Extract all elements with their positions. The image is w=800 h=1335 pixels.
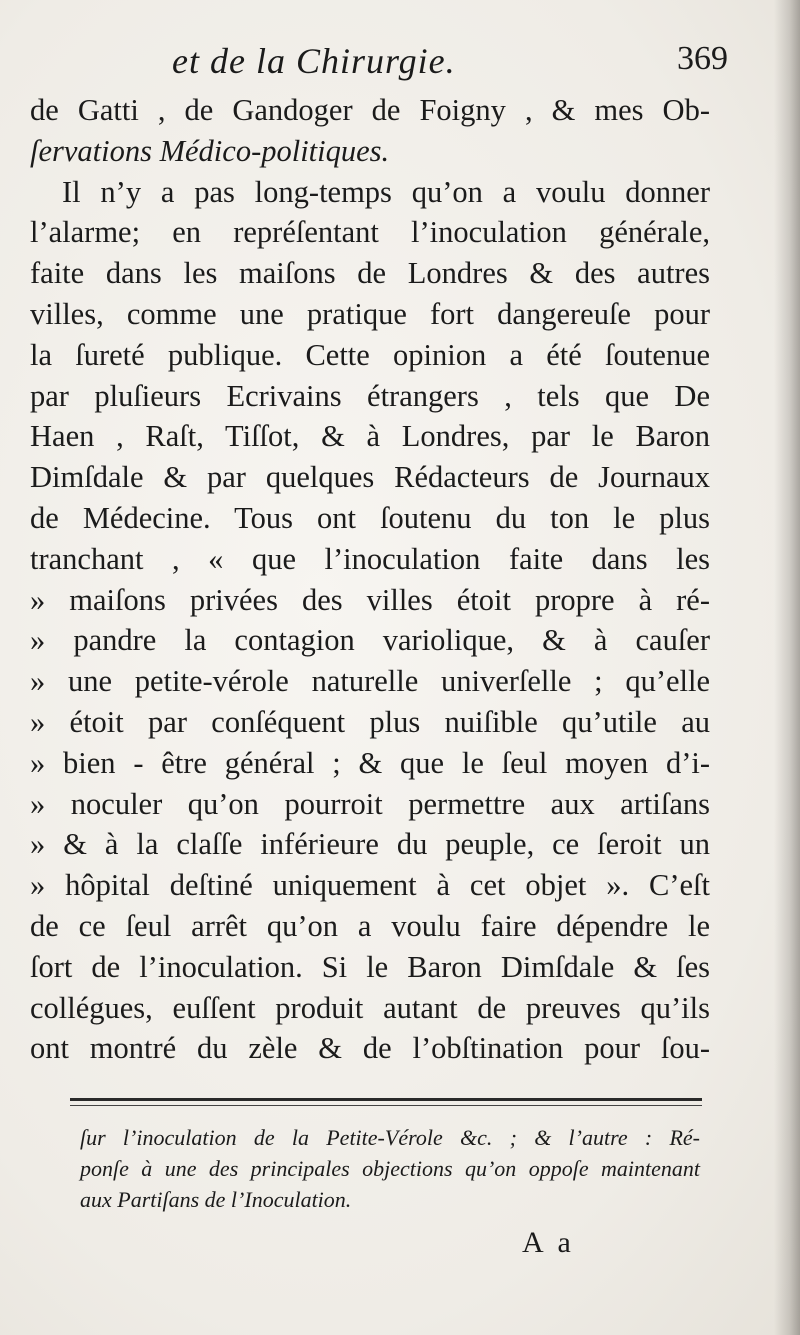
- body-line: Il n’y a pas long-temps qu’on a voulu donner: [62, 174, 710, 209]
- body-line: faite dans les maiſons de Londres & des autres: [30, 256, 710, 291]
- body-line: » maiſons privées des villes étoit propre à ré-: [30, 582, 710, 617]
- body-line: ſervations Médico-politiques.: [30, 133, 390, 168]
- body-line: ſort de l’inoculation. Si le Baron Dimſdale & ſes: [30, 949, 710, 984]
- body-line: » étoit par conſéquent plus nuiſible qu’utile au: [30, 704, 710, 739]
- body-line: » hôpital deſtiné uniquement à cet objet ». C’eſt: [30, 868, 710, 903]
- body-line: l’alarme; en repréſentant l’inoculation générale,: [30, 215, 710, 250]
- body-text: [30, 90, 710, 1069]
- body-line: de Gatti , de Gandoger de Foigny , & mes Ob-: [30, 93, 710, 127]
- body-line: collégues, euſſent produit autant de preuves qu’ils: [30, 990, 710, 1025]
- page-header: [172, 40, 728, 90]
- footnote-line: aux Partiſans de l’Inoculation.: [80, 1187, 352, 1212]
- body-line: » noculer qu’on pourroit permettre aux artiſans: [30, 786, 710, 821]
- running-head: et de la Chirurgie.: [172, 41, 456, 81]
- page-edge-shadow: [774, 0, 800, 1335]
- body-line: de ce ſeul arrêt qu’on a voulu faire dépendre le: [30, 908, 710, 943]
- body-line: Haen , Raſt, Tiſſot, & à Londres, par le Baron: [30, 419, 710, 454]
- body-line: par pluſieurs Ecrivains étrangers , tels que De: [30, 378, 710, 413]
- body-line: » pandre la contagion variolique, & à cauſer: [30, 623, 710, 658]
- footnote-line: ſur l’inoculation de la Petite-Vérole &c. ; & l’autre : Ré-: [80, 1125, 700, 1150]
- footnote-rule: [70, 1098, 702, 1106]
- footnote-line: ponſe à une des principales objections qu’on oppoſe maintenant: [80, 1156, 700, 1181]
- page-number: 369: [677, 40, 728, 77]
- body-line: » une petite-vérole naturelle univerſelle ; qu’elle: [30, 664, 710, 699]
- body-line: » bien - être général ; & que le ſeul moyen d’i-: [30, 745, 710, 780]
- body-line: tranchant , « que l’inoculation faite dans les: [30, 541, 710, 576]
- body-line: ont montré du zèle & de l’obſtination pour ſou-: [30, 1031, 710, 1066]
- body-line: » & à la claſſe inférieure du peuple, ce ſeroit un: [30, 827, 710, 862]
- footnote: [80, 1122, 700, 1215]
- body-line: de Médecine. Tous ont ſoutenu du ton le plus: [30, 500, 710, 535]
- signature-mark: A a: [522, 1226, 575, 1259]
- body-line: villes, comme une pratique fort dangereuſe pour: [30, 296, 710, 331]
- body-line: la ſureté publique. Cette opinion a été ſoutenue: [30, 337, 710, 372]
- body-line: Dimſdale & par quelques Rédacteurs de Journaux: [30, 460, 710, 495]
